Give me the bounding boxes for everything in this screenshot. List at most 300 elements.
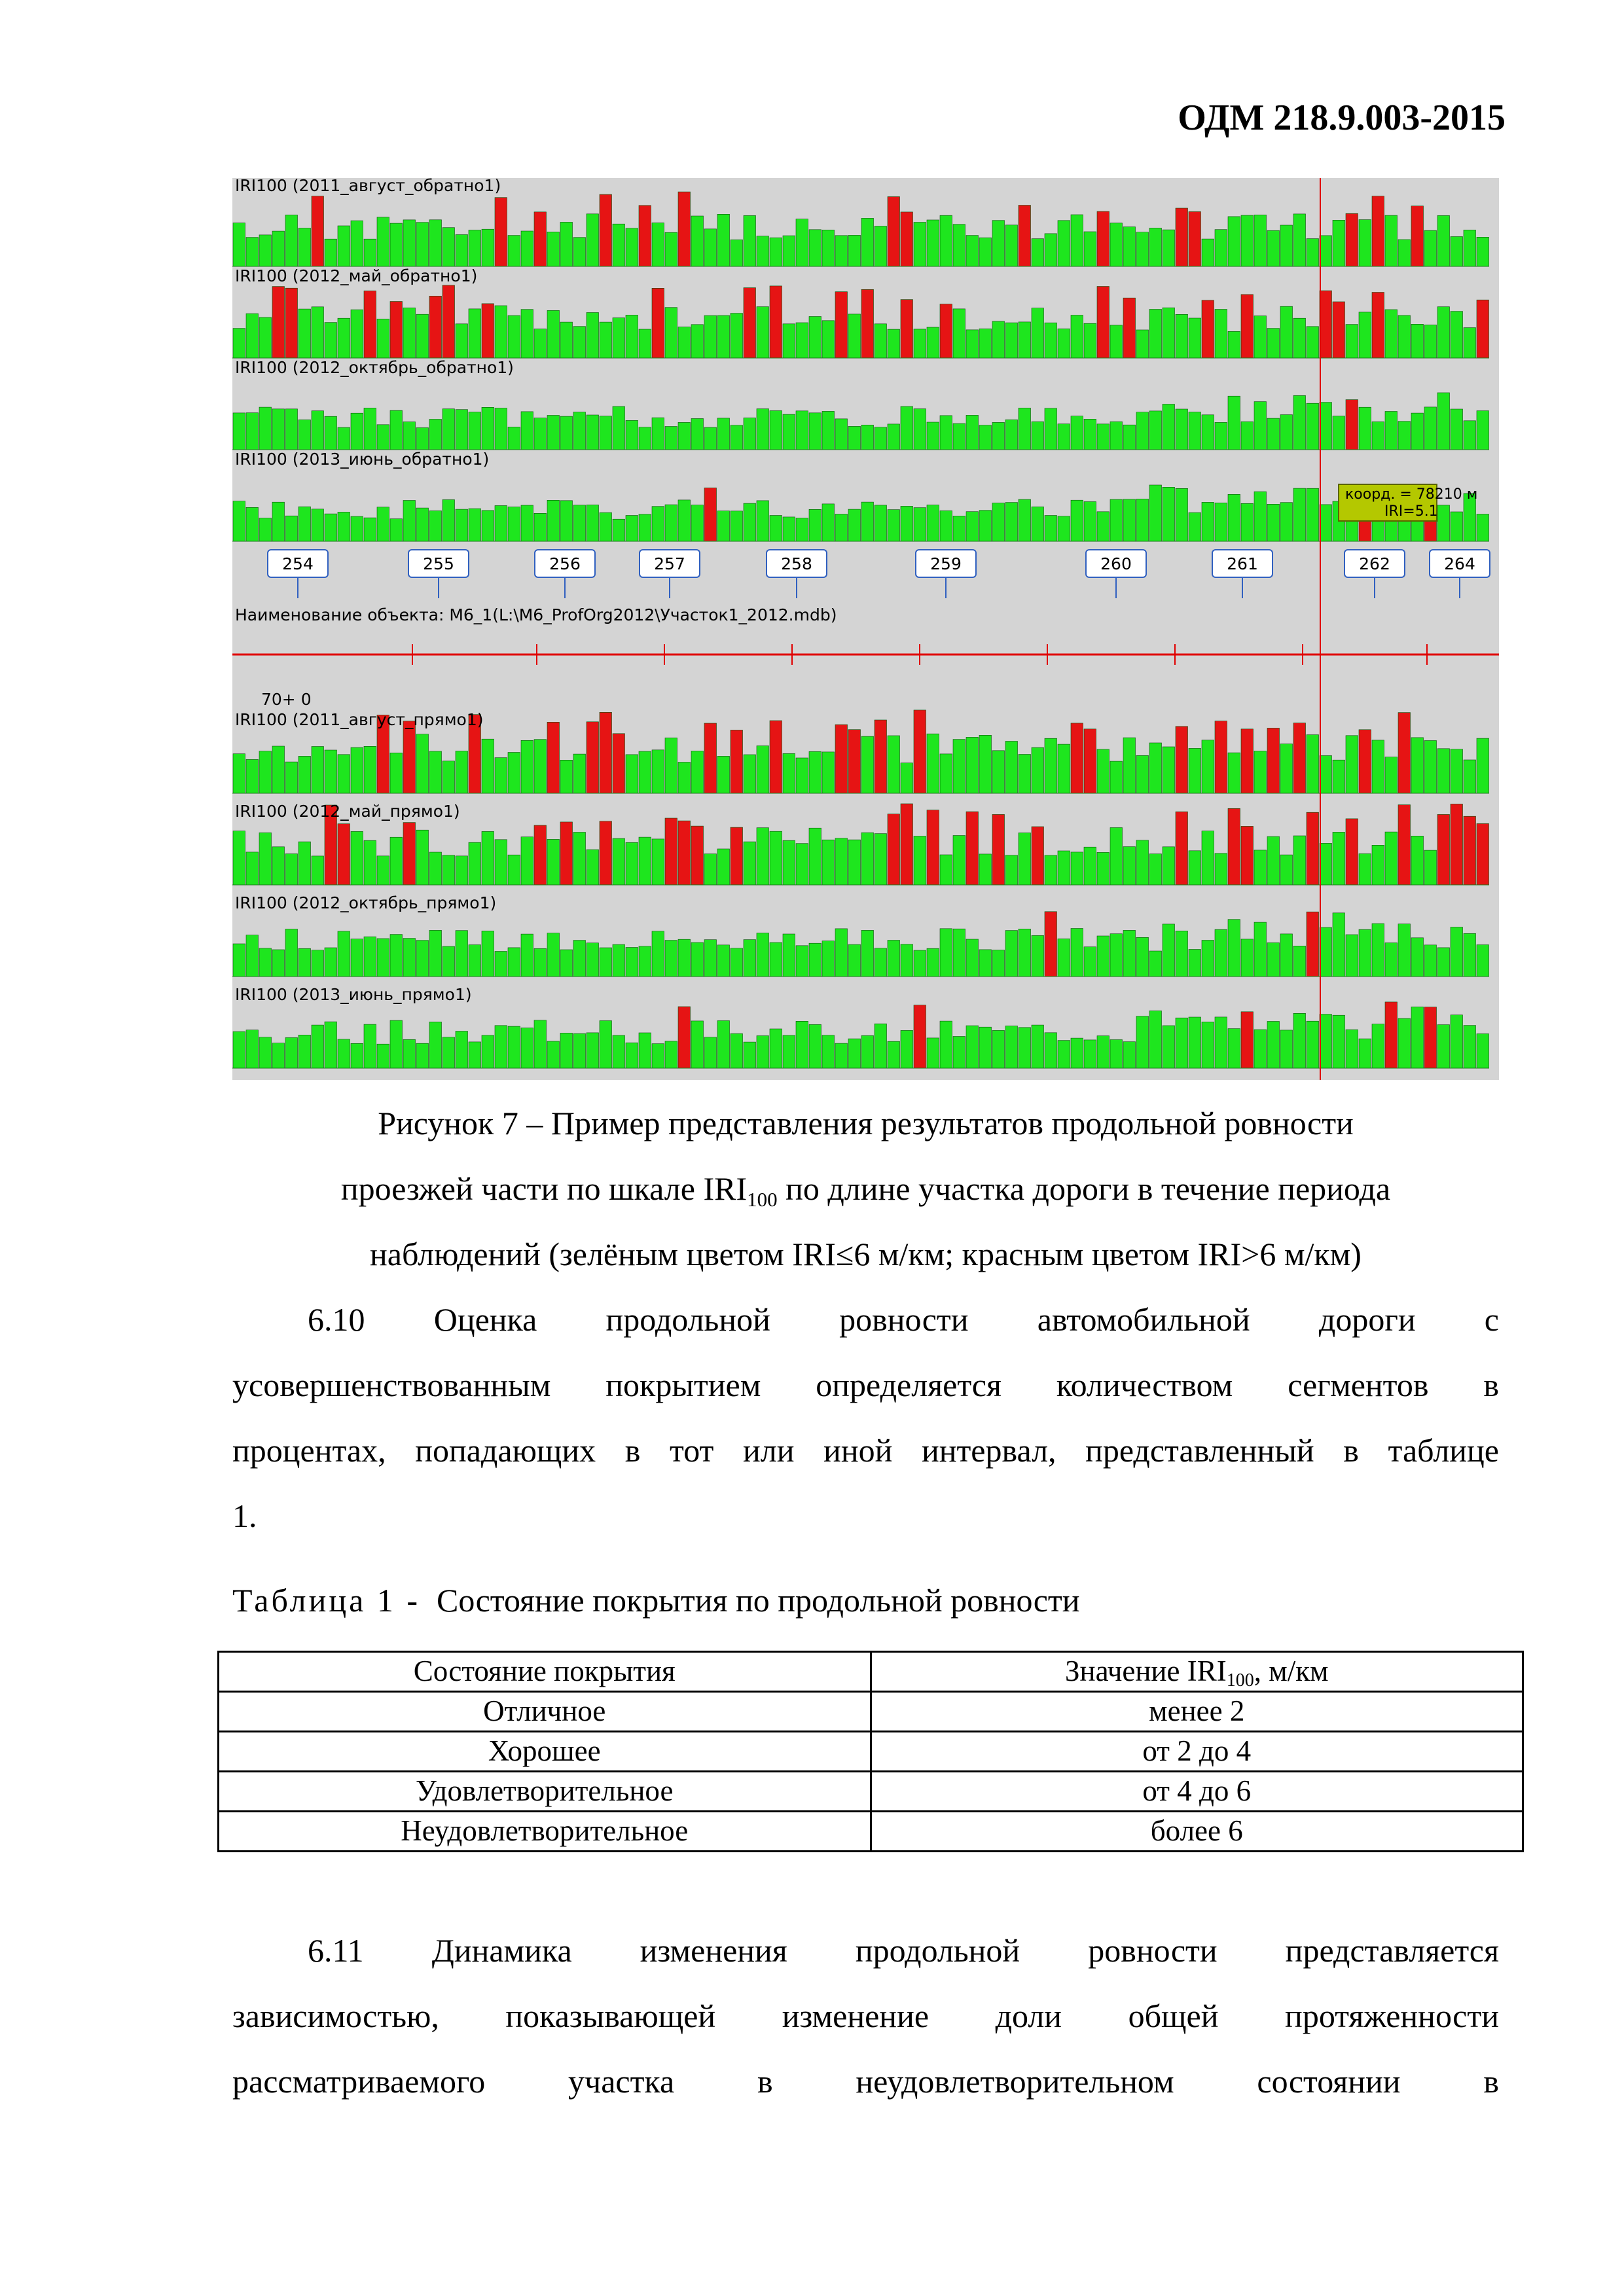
bar-top-2 [285,288,298,358]
bar-bottom-1 [1464,760,1476,793]
bar-top-3 [1032,422,1044,450]
bar-bottom-2 [979,854,992,885]
bar-bottom-3 [966,939,979,977]
bar-bottom-2 [586,850,599,885]
bar-bottom-1 [1045,738,1057,793]
bar-top-3 [848,426,861,450]
bar-top-4 [861,502,874,541]
bar-top-1 [1005,225,1018,266]
bar-bottom-3 [1215,929,1227,977]
bar-bottom-3 [704,940,717,977]
bar-bottom-1 [770,721,782,793]
bar-bottom-3 [1149,951,1162,977]
bar-bottom-3 [1254,922,1267,977]
bar-bottom-4 [966,1026,979,1068]
bar-top-4 [246,507,259,541]
bar-bottom-4 [901,1030,913,1068]
bar-bottom-3 [1346,935,1358,977]
bar-bottom-1 [1005,742,1018,794]
bar-top-4 [1451,512,1463,541]
bar-bottom-1 [1019,755,1031,794]
bar-bottom-4 [809,1024,821,1068]
caption-subscript: 100 [747,1188,778,1211]
bar-bottom-1 [442,761,455,793]
bar-top-2 [835,292,848,358]
bar-bottom-4 [1058,1041,1070,1068]
bar-bottom-3 [796,946,808,977]
bar-top-2 [1359,312,1371,358]
bar-bottom-3 [639,946,651,977]
bar-bottom-4 [848,1039,861,1068]
bar-bottom-1 [665,738,677,793]
bar-top-3 [1398,422,1411,450]
bar-top-3 [953,423,965,450]
bar-bottom-2 [888,814,900,885]
bar-top-4 [312,509,324,541]
bar-top-1 [390,223,403,266]
km-markers [268,550,1490,598]
bar-top-3 [1241,422,1254,450]
bar-top-2 [1372,293,1384,359]
bar-bottom-4 [796,1021,808,1068]
bar-top-1 [351,221,363,266]
bar-top-4 [717,511,730,541]
bar-top-1 [992,221,1005,266]
bar-top-4 [482,511,494,541]
bar-bottom-4 [272,1043,285,1068]
bar-top-3 [1424,407,1437,450]
bar-top-4 [744,503,756,541]
bar-bottom-4 [1424,1007,1437,1068]
bar-top-4 [456,509,468,541]
table-cell-state: Неудовлетворительное [219,1812,871,1852]
bar-bottom-1 [1437,749,1450,793]
bar-top-2 [403,308,416,358]
bar-top-1 [1163,230,1175,266]
bar-bottom-4 [351,1043,363,1068]
bar-top-4 [390,519,403,541]
bar-bottom-3 [731,948,743,977]
bar-top-2 [1084,323,1096,358]
bar-top-3 [1215,422,1227,450]
bar-top-3 [1293,395,1306,450]
bar-top-4 [1019,499,1031,541]
bar-bottom-3 [626,948,638,977]
bar-top-1 [364,239,376,266]
bar-top-2 [875,324,887,358]
bar-bottom-1 [1267,728,1280,793]
bar-bottom-4 [1097,1036,1110,1068]
bar-top-3 [1045,408,1057,450]
bar-bottom-1 [403,721,416,793]
bar-top-3 [1163,404,1175,450]
table-header-value: Значение $IRI_{100}$, м/км [871,1652,1523,1692]
bar-bottom-1 [757,746,769,794]
bar-top-2 [1136,330,1149,358]
bar-top-4 [1477,514,1489,542]
bar-top-2 [914,329,926,358]
bar-bottom-3 [1293,946,1306,977]
bar-top-2 [1176,314,1188,358]
panel-label-bottom-1: IRI100 (2011_август_прямо1) [235,710,484,729]
bar-top-3 [600,416,612,450]
bar-bottom-1 [1149,743,1162,793]
bar-top-3 [1084,419,1096,450]
bar-top-4 [731,511,743,541]
bar-top-1 [665,232,677,266]
bar-top-1 [1136,232,1149,266]
bar-top-1 [1097,211,1110,266]
bar-bottom-4 [521,1028,533,1069]
bar-top-1 [1228,217,1240,266]
bar-top-1 [744,215,756,266]
bar-bottom-2 [1045,855,1057,885]
bar-top-3 [731,425,743,450]
bar-top-1 [508,236,520,266]
bar-bottom-4 [403,1039,416,1068]
bar-bottom-1 [429,751,442,793]
bar-bottom-1 [875,720,887,793]
bar-bottom-1 [390,753,403,793]
table-caption: Состояние покрытия по продольной ровности [437,1582,1080,1619]
bar-bottom-3 [717,945,730,977]
bar-bottom-4 [835,1043,848,1068]
bar-bottom-3 [508,948,520,977]
bar-top-3 [1019,408,1031,450]
bar-bottom-1 [848,730,861,793]
bar-bottom-4 [312,1025,324,1068]
bar-bottom-2 [783,840,795,885]
bar-top-2 [298,309,311,358]
para-6-10-line-1 [232,1287,1499,1352]
bar-top-1 [456,235,468,267]
bar-bottom-1 [914,710,926,793]
bar-bottom-3 [1411,938,1424,977]
bar-top-3 [364,408,376,450]
bar-bottom-2 [1189,851,1201,885]
bar-bottom-3 [757,933,769,977]
bar-bottom-3 [442,946,455,977]
bar-bottom-1 [560,760,573,793]
para-6-10-line-4: 1. [232,1498,257,1534]
bar-top-1 [639,206,651,266]
bar-top-1 [835,236,848,266]
bar-bottom-1 [1123,738,1136,793]
bar-top-4 [901,506,913,541]
bar-top-2 [1385,310,1398,358]
figure-caption-line-1: Рисунок 7 – Пример представления результатов продольной ровности [378,1105,1354,1141]
bar-bottom-2 [482,831,494,885]
bar-top-3 [783,414,795,450]
bar-bottom-1 [783,753,795,793]
bar-bottom-3 [652,931,664,977]
bar-bottom-2 [1451,804,1463,885]
bar-top-4 [1228,494,1240,541]
bar-bottom-3 [1045,912,1057,977]
bar-top-3 [495,408,507,450]
bar-bottom-2 [966,812,979,885]
bar-bottom-3 [1437,948,1450,977]
bar-top-3 [586,415,599,450]
panel-label-top-3: IRI100 (2012_октябрь_обратно1) [235,358,514,377]
bar-bottom-4 [600,1021,612,1069]
bar-top-1 [1241,215,1254,266]
panel-label-bottom-2: IRI100 (2012_май_прямо1) [235,802,460,821]
bar-top-1 [809,230,821,266]
bar-top-2 [1005,323,1018,358]
bar-bottom-2 [1437,814,1450,885]
bar-bottom-2 [731,827,743,885]
panel-label-bottom-4: IRI100 (2013_июнь_прямо1) [235,985,472,1004]
bar-bottom-3 [377,939,389,977]
iri-profile-chart [232,178,1499,1080]
figure-caption-line-3: наблюдений (зелёным цветом IRI≤6 м/км; красным цветом IRI>6 м/км) [370,1236,1362,1272]
bar-top-3 [914,409,926,450]
tooltip-iri: IRI=5.1 [1384,503,1438,520]
bar-bottom-4 [1241,1012,1254,1068]
bar-top-3 [613,406,625,450]
bar-top-3 [429,420,442,450]
iri-profile-figure [232,178,1499,1080]
bar-bottom-3 [338,931,350,977]
bar-bottom-4 [1189,1017,1201,1068]
bar-top-2 [364,291,376,358]
bar-top-2 [652,288,664,358]
figure-caption-line-2 [232,1156,1499,1221]
bar-top-3 [652,418,664,450]
bar-top-2 [888,329,900,358]
km-marker-label: 261 [1227,554,1258,573]
table-row [219,1812,1523,1852]
bar-bottom-3 [1163,924,1175,977]
bar-bottom-2 [1136,840,1149,885]
bar-bottom-1 [600,712,612,793]
bar-top-3 [1451,409,1463,450]
bar-top-4 [600,512,612,541]
bar-bottom-3 [285,929,298,977]
bar-top-2 [704,315,717,358]
bar-bottom-3 [1005,931,1018,977]
bar-top-2 [1293,318,1306,358]
bar-bottom-1 [1477,738,1489,793]
bar-bottom-2 [1163,847,1175,885]
bar-top-2 [1346,325,1358,358]
bar-top-3 [1254,402,1267,450]
bar-bottom-4 [364,1024,376,1068]
bar-bottom-3 [495,952,507,977]
bar-bottom-3 [848,944,861,977]
bar-top-2 [456,324,468,358]
bar-top-4 [914,508,926,541]
bar-bottom-4 [298,1035,311,1068]
bar-bottom-3 [901,944,913,977]
bar-bottom-4 [665,1041,677,1068]
bar-bottom-2 [1372,845,1384,885]
bar-top-1 [312,196,324,266]
bar-top-2 [325,323,337,358]
bar-top-4 [298,507,311,541]
bar-bottom-3 [1228,920,1240,977]
bar-bottom-1 [246,759,259,793]
bar-top-2 [1215,310,1227,359]
km-marker-label: 257 [654,554,685,573]
bar-top-1 [1071,215,1083,266]
bar-bottom-4 [508,1026,520,1068]
bar-top-3 [1359,407,1371,450]
table-cell-state: Удовлетворительное [219,1772,871,1812]
bar-bottom-2 [1280,855,1293,885]
bar-top-1 [1385,215,1398,266]
bar-bottom-4 [770,1029,782,1068]
bar-top-3 [1136,412,1149,450]
bar-bottom-1 [1228,753,1240,793]
bar-top-4 [1123,499,1136,541]
bar-top-2 [233,329,245,358]
bar-top-1 [691,216,704,266]
bar-bottom-3 [1424,945,1437,977]
bar-bottom-2 [272,847,285,885]
bar-bottom-3 [1097,936,1110,977]
bar-top-2 [1424,325,1437,358]
bar-bottom-2 [1084,847,1096,885]
bar-top-1 [1084,232,1096,266]
bar-bottom-3 [1032,935,1044,977]
para-6-11-text-1: Динамика изменения продольной ровности представляется [431,1932,1500,1969]
bar-top-2 [1320,291,1332,358]
bar-top-3 [1372,422,1384,450]
bar-top-2 [1307,327,1319,358]
bar-bottom-1 [966,737,979,793]
table-cell-value: от 4 до 6 [871,1772,1523,1812]
bar-top-4 [1307,488,1319,541]
bar-top-4 [613,519,625,541]
bar-top-2 [1149,310,1162,359]
bar-bottom-2 [298,842,311,885]
bar-top-1 [1359,220,1371,266]
bar-bottom-3 [1307,912,1319,977]
bar-bottom-3 [665,941,677,977]
bar-bottom-3 [1110,934,1123,977]
bar-top-1 [1451,237,1463,267]
bar-bottom-1 [233,754,245,793]
bar-top-2 [1058,329,1070,358]
bar-bottom-2 [521,837,533,885]
bar-bottom-2 [560,822,573,885]
para-6-10-text-1: Оценка продольной ровности автомобильной дороги с [433,1301,1500,1338]
bar-top-2 [770,286,782,358]
bar-top-2 [822,321,835,358]
bar-bottom-4 [1202,1022,1214,1068]
bar-top-3 [626,420,638,450]
bar-top-2 [678,327,691,359]
bar-bottom-1 [1084,729,1096,793]
bar-top-3 [1411,413,1424,450]
bar-bottom-1 [901,763,913,793]
bar-bottom-2 [547,839,560,885]
bar-bottom-4 [1045,1033,1057,1068]
bar-top-3 [1228,396,1240,450]
bar-bottom-1 [338,755,350,793]
bar-bottom-2 [1149,854,1162,885]
bar-top-3 [456,410,468,450]
bar-top-2 [1110,325,1123,358]
bar-bottom-2 [1123,847,1136,885]
bar-top-3 [861,425,874,450]
bar-bottom-3 [979,950,992,977]
bar-bottom-2 [835,838,848,885]
bar-bottom-1 [1136,755,1149,793]
table-cell-value: более 6 [871,1812,1523,1852]
bar-bottom-3 [1385,943,1398,977]
bar-top-1 [626,228,638,266]
bar-top-2 [1254,316,1267,358]
bar-bottom-2 [1241,826,1254,885]
bar-bottom-2 [1254,850,1267,885]
bar-top-2 [1241,295,1254,358]
para-6-11-line-3: рассматриваемого участка в неудовлетворительном состоянии в [232,2063,1499,2100]
km-marker-label: 255 [423,554,454,573]
bar-top-1 [1176,208,1188,266]
bar-top-2 [1189,318,1201,358]
bar-top-4 [1241,503,1254,541]
bar-bottom-3 [1058,939,1070,977]
bar-bottom-2 [442,855,455,885]
bar-bottom-1 [259,751,272,793]
bar-top-3 [547,416,560,450]
bar-bottom-4 [1005,1026,1018,1069]
bar-top-2 [482,304,494,358]
bar-top-2 [390,302,403,359]
bar-top-3 [1058,424,1070,450]
bar-bottom-3 [1202,941,1214,977]
bar-top-2 [848,314,861,358]
bar-top-1 [927,220,939,266]
document-code: ОДМ 218.9.003-2015 [1178,98,1506,138]
bar-bottom-3 [1241,939,1254,977]
bar-top-2 [259,317,272,358]
bar-bottom-2 [600,821,612,885]
bar-bottom-3 [1084,947,1096,977]
bar-top-4 [1084,502,1096,542]
bar-bottom-1 [678,762,691,794]
bar-bottom-1 [1372,740,1384,793]
bar-top-4 [1215,503,1227,541]
bar-bottom-3 [259,948,272,977]
bar-top-2 [744,288,756,358]
bar-bottom-4 [927,1038,939,1068]
bar-bottom-4 [586,1033,599,1068]
bar-top-4 [1267,504,1280,541]
bar-top-2 [442,285,455,358]
bar-bottom-3 [233,944,245,977]
bar-top-4 [429,511,442,541]
bar-top-3 [1149,411,1162,450]
bar-top-4 [233,501,245,541]
bar-top-1 [495,198,507,266]
bar-top-4 [770,516,782,542]
bar-bottom-4 [757,1036,769,1069]
bar-top-4 [403,501,416,542]
bar-top-1 [1280,225,1293,266]
bar-top-1 [1346,213,1358,266]
bar-bottom-3 [1477,945,1489,977]
bar-bottom-2 [1176,812,1188,885]
bar-bottom-1 [586,722,599,793]
bar-bottom-1 [312,747,324,794]
bar-bottom-2 [259,833,272,885]
bar-bottom-4 [1084,1040,1096,1068]
bar-bottom-4 [495,1026,507,1068]
